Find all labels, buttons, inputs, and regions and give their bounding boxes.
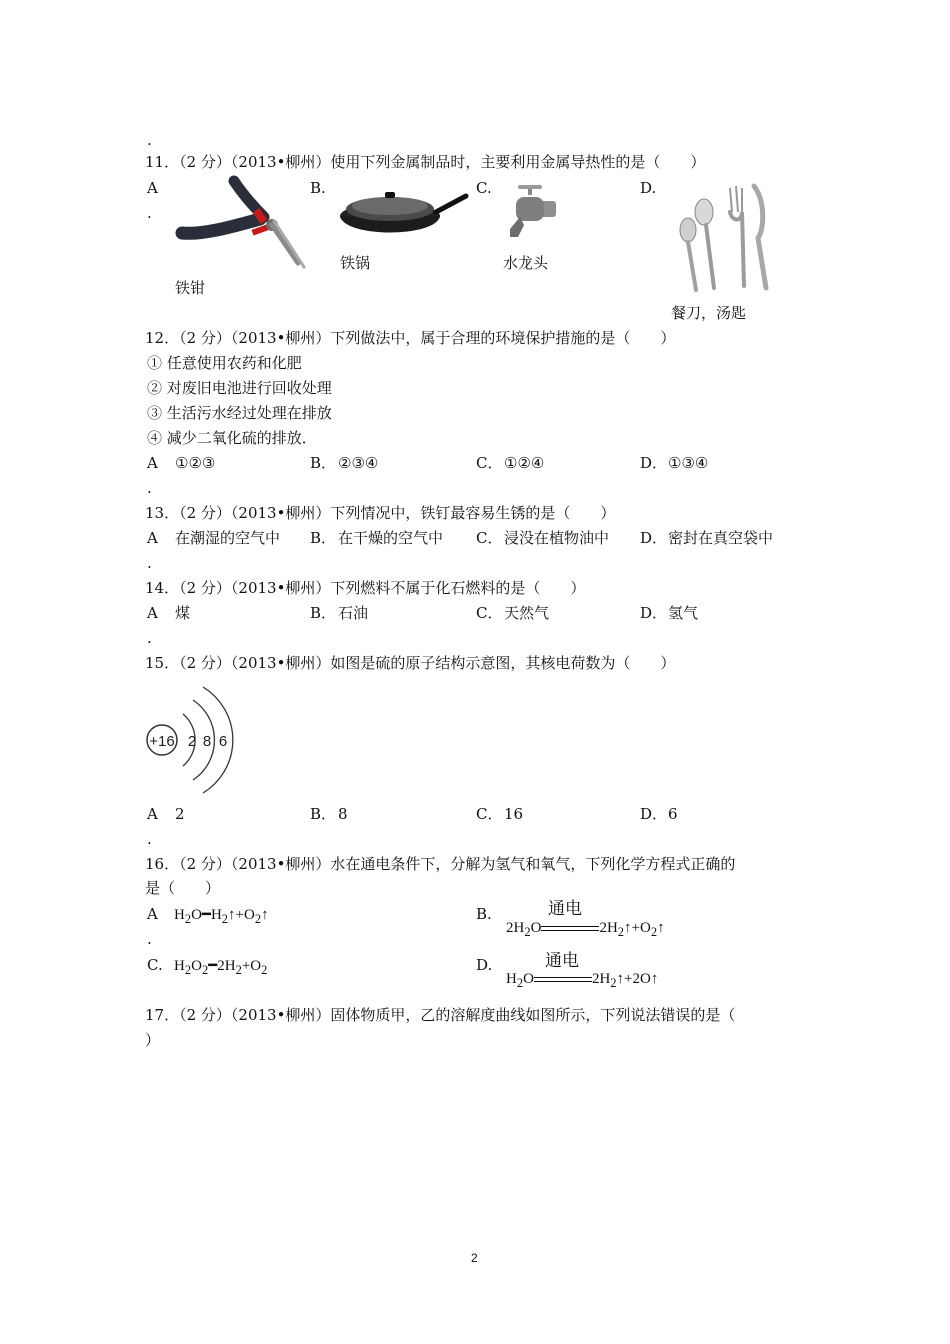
q14-option-a-label[interactable]: A xyxy=(147,604,158,622)
q11-caption-b: 铁锅 xyxy=(340,254,371,272)
q12-option-c-text: ①②④ xyxy=(504,454,545,472)
q16-stem-line2: 是（ ） xyxy=(145,879,221,897)
page-number: 2 xyxy=(471,1251,478,1265)
q15-option-d-text: 6 xyxy=(668,805,678,823)
q16-option-a-label[interactable]: A xyxy=(147,905,158,923)
shell-electrons-3: 6 xyxy=(218,733,228,750)
q17-stem-line1: 17．（2 分）（2013•柳州）固体物质甲，乙的溶解度曲线如图所示，下列说法错误的是（ xyxy=(145,1006,736,1024)
q15-dot: . xyxy=(147,830,152,848)
q12-option-a-text: ①②③ xyxy=(175,454,216,472)
q12-stem: 12．（2 分）（2013•柳州）下列做法中，属于合理的环境保护措施的是（ ） xyxy=(145,329,676,347)
q13-option-c-text: 浸没在植物油中 xyxy=(504,529,610,547)
q13-dot: . xyxy=(147,554,152,572)
q14-option-b-label[interactable]: B． xyxy=(310,604,337,622)
q12-item: ② 对废旧电池进行回收处理 xyxy=(147,379,332,397)
q12-option-d-label[interactable]: D． xyxy=(640,454,668,472)
q16-option-b-label[interactable]: B. xyxy=(476,905,492,923)
q15-stem: 15．（2 分）（2013•柳州）如图是硫的原子结构示意图，其核电荷数为（ ） xyxy=(145,654,676,672)
q12-option-c-label[interactable]: C． xyxy=(476,454,503,472)
q15-option-a-text: 2 xyxy=(175,805,185,823)
q14-option-c-label[interactable]: C． xyxy=(476,604,503,622)
q11-option-a-label[interactable]: A xyxy=(147,179,158,197)
q12-item: ④ 减少二氧化硫的排放． xyxy=(147,429,317,447)
nucleus-charge: +16 xyxy=(149,733,175,750)
sulfur-atom-diagram xyxy=(143,683,238,793)
q13-option-b-label[interactable]: B． xyxy=(310,529,337,547)
q12-option-d-text: ①③④ xyxy=(668,454,709,472)
q13-option-c-label[interactable]: C． xyxy=(476,529,503,547)
q13-option-d-text: 密封在真空袋中 xyxy=(668,529,774,547)
q14-option-d-text: 氢气 xyxy=(668,604,699,622)
shell-electrons-2: 8 xyxy=(202,733,212,750)
q13-option-b-text: 在干燥的空气中 xyxy=(338,529,444,547)
q15-option-c-text: 16 xyxy=(504,805,524,823)
q14-option-c-text: 天然气 xyxy=(504,604,550,622)
q16-equation-b: $2H_2O$ $2H_2↑+O_2↑$ xyxy=(506,920,665,939)
q12-dot: . xyxy=(147,479,152,497)
stray-dot: . xyxy=(147,131,152,149)
q11-stem: 11．（2 分）（2013•柳州）使用下列金属制品时，主要利用金属导热性的是（ ） xyxy=(145,153,706,171)
cutlery-icon xyxy=(662,182,782,294)
q14-stem: 14．（2 分）（2013•柳州）下列燃料不属于化石燃料的是（ ） xyxy=(145,579,586,597)
q12-option-b-label[interactable]: B． xyxy=(310,454,337,472)
q15-option-d-label[interactable]: D． xyxy=(640,805,668,823)
q13-option-a-label[interactable]: A xyxy=(147,529,158,547)
q14-dot: . xyxy=(147,629,152,647)
q16-option-a-dot: . xyxy=(147,930,152,948)
q16-stem-line1: 16．（2 分）（2013•柳州）水在通电条件下，分解为氢气和氧气，下列化学方程式正确的 xyxy=(145,855,736,873)
q16-equation-d: $H_2O$ $2H_2↑+2O↑$ xyxy=(506,971,659,990)
q13-stem: 13．（2 分）（2013•柳州）下列情况中，铁钉最容易生锈的是（ ） xyxy=(145,504,616,522)
faucet-icon xyxy=(500,183,560,243)
pliers-icon xyxy=(172,175,312,275)
q12-option-a-label[interactable]: A xyxy=(147,454,158,472)
q17-stem-line2: ） xyxy=(145,1031,161,1049)
q16-condition-d: 通电 xyxy=(545,951,579,971)
q11-caption-c: 水龙头 xyxy=(503,254,549,272)
q15-option-b-label[interactable]: B． xyxy=(310,805,337,823)
q14-option-d-label[interactable]: D． xyxy=(640,604,668,622)
q11-option-b-label[interactable]: B. xyxy=(310,179,326,197)
q16-option-c-label[interactable]: C. xyxy=(147,956,163,974)
q11-caption-a: 铁钳 xyxy=(175,279,206,297)
q11-caption-d: 餐刀，汤匙 xyxy=(671,304,747,322)
q12-item: ① 任意使用农药和化肥 xyxy=(147,354,302,372)
q13-option-d-label[interactable]: D． xyxy=(640,529,668,547)
q11-option-c-label[interactable]: C. xyxy=(476,179,492,197)
q14-option-b-text: 石油 xyxy=(338,604,369,622)
q13-option-a-text: 在潮湿的空气中 xyxy=(175,529,281,547)
q15-option-c-label[interactable]: C． xyxy=(476,805,503,823)
shell-electrons-1: 2 xyxy=(187,733,197,750)
q16-condition-b: 通电 xyxy=(548,899,582,919)
q11-option-d-label[interactable]: D. xyxy=(640,179,657,197)
q14-option-a-text: 煤 xyxy=(175,604,191,622)
q12-item: ③ 生活污水经过处理在排放 xyxy=(147,404,332,422)
q16-option-d-label[interactable]: D. xyxy=(476,956,493,974)
q15-option-a-label[interactable]: A xyxy=(147,805,158,823)
wok-icon xyxy=(338,182,468,244)
q12-option-b-text: ②③④ xyxy=(338,454,379,472)
q15-option-b-text: 8 xyxy=(338,805,348,823)
q11-option-a-dot: . xyxy=(147,204,152,222)
q16-equation-c: $H_2O_2━2H_2+O_2$ xyxy=(174,958,268,977)
q16-equation-a: $H_2O━H_2↑+O_2↑$ xyxy=(174,907,269,926)
